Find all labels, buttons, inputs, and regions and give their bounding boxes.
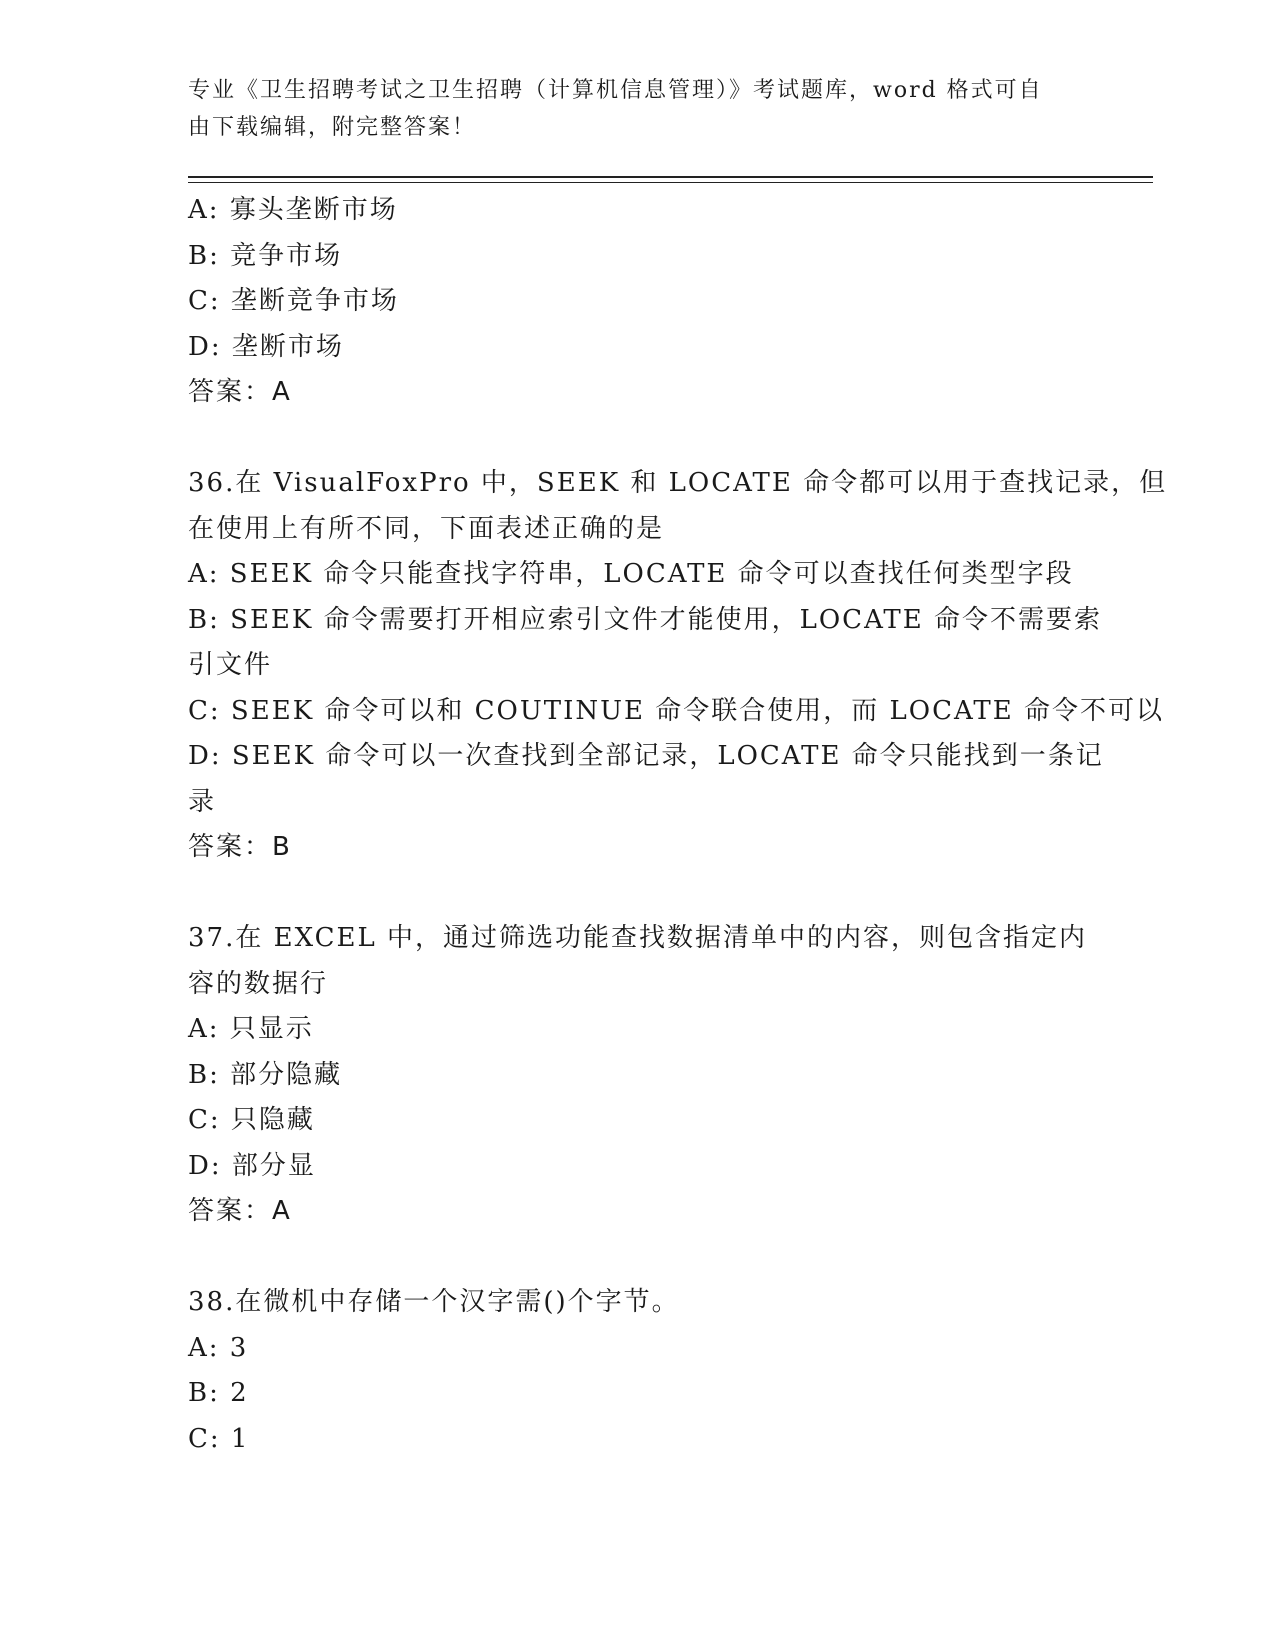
question-stem-line: 容的数据行	[188, 968, 329, 999]
header-divider-thin	[188, 182, 1153, 183]
option-c: C: 1	[188, 1423, 250, 1454]
option-b: B: 2	[188, 1378, 249, 1408]
question-35-block	[188, 188, 1088, 416]
option-c: C: SEEK 命令可以和 COUTINUE 命令联合使用，而 LOCATE 命令不可以	[188, 695, 1164, 726]
option-d: D: 部分显	[188, 1150, 316, 1181]
option-d: D: SEEK 命令可以一次查找到全部记录，LOCATE 命令只能找到一条记	[188, 741, 1104, 771]
document-body	[188, 188, 1168, 1462]
answer-line: 答案：B	[188, 832, 292, 862]
option-d-continued: 录	[188, 786, 217, 817]
header-line-2: 由下载编辑，附完整答案！	[188, 115, 477, 140]
option-c: C: 垄断竞争市场	[188, 286, 399, 316]
question-36-block	[188, 461, 1168, 871]
option-a: A: 只显示	[188, 1014, 314, 1044]
option-d: D: 垄断市场	[188, 331, 344, 362]
spacer	[188, 871, 1088, 917]
option-a: A: 3	[188, 1332, 249, 1363]
answer-line: 答案：A	[188, 1196, 292, 1226]
question-stem-line: 在使用上有所不同，下面表述正确的是	[188, 513, 665, 544]
header-divider-thick	[188, 176, 1153, 178]
option-b: B: SEEK 命令需要打开相应索引文件才能使用，LOCATE 命令不需要索	[188, 604, 1103, 635]
spacer	[188, 1235, 1088, 1281]
question-37-block	[188, 916, 1088, 1235]
option-a: A: SEEK 命令只能查找字符串，LOCATE 命令可以查找任何类型字段	[188, 559, 1074, 589]
option-a: A: 寡头垄断市场	[188, 195, 398, 225]
question-stem-line: 38.在微机中存储一个汉字需()个字节。	[188, 1287, 680, 1317]
answer-line: 答案：A	[188, 377, 292, 407]
question-stem-line: 37.在 EXCEL 中，通过筛选功能查找数据清单中的内容，则包含指定内	[188, 923, 1088, 953]
document-header	[188, 72, 1078, 146]
option-b-continued: 引文件	[188, 650, 273, 680]
option-b: B: 竞争市场	[188, 240, 343, 271]
header-line-1: 专业《卫生招聘考试之卫生招聘（计算机信息管理）》考试题库，word 格式可自	[188, 78, 1043, 103]
question-38-block	[188, 1280, 1088, 1462]
option-b: B: 部分隐藏	[188, 1059, 343, 1090]
option-c: C: 只隐藏	[188, 1105, 315, 1135]
question-stem-line: 36.在 VisualFoxPro 中，SEEK 和 LOCATE 命令都可以用于查找记录，但	[188, 468, 1168, 498]
spacer	[188, 416, 1088, 462]
